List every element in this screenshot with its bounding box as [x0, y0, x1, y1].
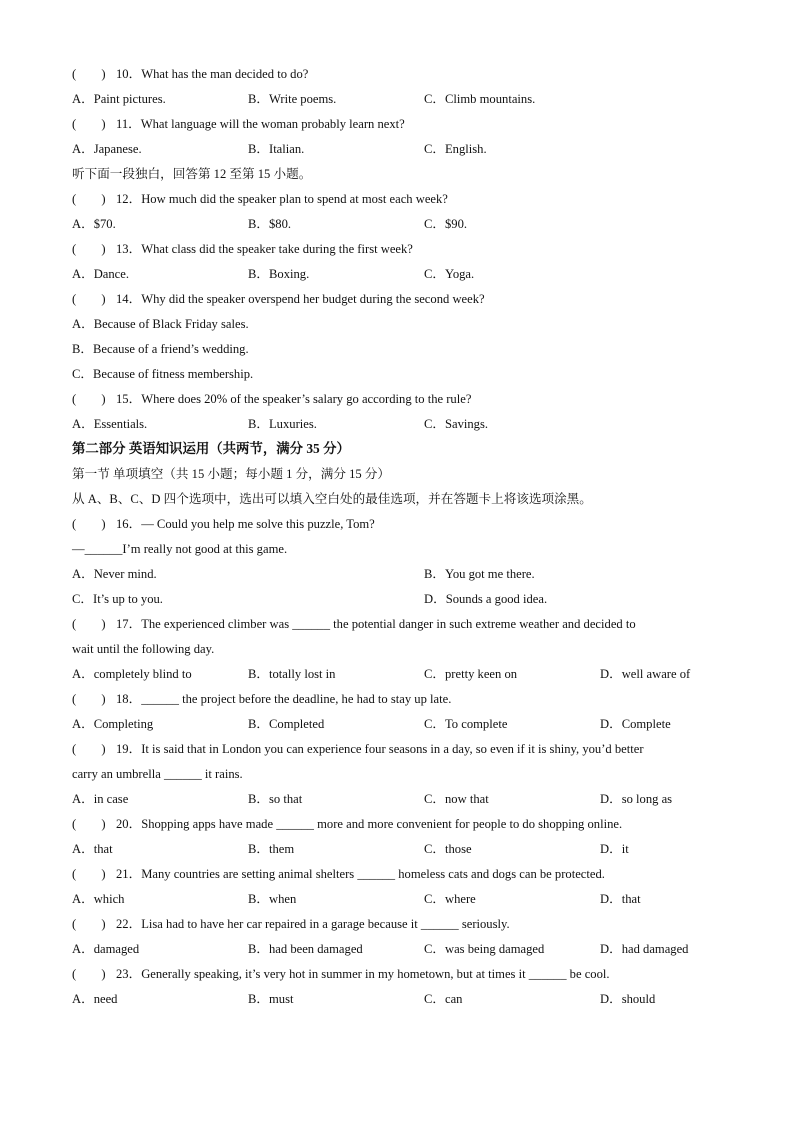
answer-option: A．need: [72, 992, 118, 1006]
question-row: [72, 66, 308, 82]
answer-option: D．should: [600, 992, 656, 1006]
answer-option: A．damaged: [72, 942, 140, 956]
question-row: [72, 916, 510, 932]
answer-option: B．Italian.: [248, 142, 305, 156]
answer-option: B．You got me there.: [424, 567, 535, 581]
answer-paren: ( ): [72, 867, 106, 881]
question-row: [72, 391, 471, 407]
answer-option: A．that: [72, 842, 113, 856]
answer-option: D．so long as: [600, 792, 673, 806]
question-row: [72, 691, 451, 707]
answer-option: D．it: [600, 842, 629, 856]
answer-option: C．English.: [424, 142, 487, 156]
answer-option: A．completely blind to: [72, 667, 192, 681]
text-line: 第一节 单项填空（共 15 小题；每小题 1 分，满分 15 分）: [72, 467, 390, 481]
question-row: [72, 741, 644, 757]
question-row: [72, 291, 485, 307]
answer-paren: ( ): [72, 192, 106, 206]
answer-option: D．had damaged: [600, 942, 689, 956]
answer-paren: ( ): [72, 242, 106, 256]
answer-option: C．can: [424, 992, 463, 1006]
text-line: wait until the following day.: [72, 642, 215, 656]
text-line: A．Because of Black Friday sales.: [72, 317, 249, 331]
answer-option: A．Japanese.: [72, 142, 142, 156]
answer-option: D．Complete: [600, 717, 671, 731]
text-line: C．Because of fitness membership.: [72, 367, 254, 381]
answer-option: C．Yoga.: [424, 267, 475, 281]
question-text: 18．______ the project before the deadline, he had to stay up late.: [116, 692, 452, 706]
question-text: 10．What has the man decided to do?: [116, 67, 309, 81]
question-text: 23．Generally speaking, it’s very hot in summer in my hometown, but at times it ______ be cool.: [116, 967, 610, 981]
answer-option: C．Savings.: [424, 417, 489, 431]
answer-option: A．$70.: [72, 217, 116, 231]
question-row: [72, 616, 636, 632]
question-text: 11．What language will the woman probably learn next?: [116, 117, 405, 131]
answer-option: B．$80.: [248, 217, 292, 231]
answer-option: C．those: [424, 842, 472, 856]
answer-paren: ( ): [72, 967, 106, 981]
section-heading: 第二部分 英语知识运用（共两节，满分 35 分）: [72, 441, 350, 456]
answer-option: C．now that: [424, 792, 489, 806]
question-text: 17．The experienced climber was ______ the potential danger in such extreme weather and decided to: [116, 617, 636, 631]
answer-paren: ( ): [72, 292, 106, 306]
answer-option: A．which: [72, 892, 125, 906]
answer-paren: ( ): [72, 392, 106, 406]
answer-paren: ( ): [72, 817, 106, 831]
question-text: 20．Shopping apps have made ______ more and more convenient for people to do shopping online.: [116, 817, 623, 831]
answer-option: B．Boxing.: [248, 267, 310, 281]
answer-option: A．Paint pictures.: [72, 92, 166, 106]
text-line: —______I’m really not good at this game.: [72, 542, 288, 556]
question-row: [72, 966, 610, 982]
answer-option: B．when: [248, 892, 297, 906]
answer-option: B．them: [248, 842, 295, 856]
answer-option: B．Luxuries.: [248, 417, 317, 431]
question-text: 22．Lisa had to have her car repaired in a garage because it ______ seriously.: [116, 917, 510, 931]
question-text: 19．It is said that in London you can experience four seasons in a day, so even if it is shiny, you’d better: [116, 742, 644, 756]
answer-option: D．Sounds a good idea.: [424, 592, 548, 606]
answer-option: B．Completed: [248, 717, 325, 731]
answer-option: C．It’s up to you.: [72, 592, 163, 606]
question-row: [72, 866, 605, 882]
question-text: 13．What class did the speaker take during the first week?: [116, 242, 413, 256]
answer-option: B．must: [248, 992, 294, 1006]
text-line: carry an umbrella ______ it rains.: [72, 767, 243, 781]
answer-paren: ( ): [72, 742, 106, 756]
answer-paren: ( ): [72, 517, 106, 531]
question-text: 15．Where does 20% of the speaker’s salary go according to the rule?: [116, 392, 472, 406]
question-row: [72, 116, 405, 132]
answer-option: A．in case: [72, 792, 129, 806]
answer-option: C．was being damaged: [424, 942, 545, 956]
question-row: [72, 816, 622, 832]
answer-option: D．well aware of: [600, 667, 691, 681]
question-text: 16．— Could you help me solve this puzzle, Tom?: [116, 517, 375, 531]
answer-option: B．so that: [248, 792, 303, 806]
answer-paren: ( ): [72, 917, 106, 931]
answer-option: C．where: [424, 892, 476, 906]
answer-option: D．that: [600, 892, 641, 906]
text-line: 听下面一段独白，回答第 12 至第 15 小题。: [72, 167, 312, 181]
answer-option: B．had been damaged: [248, 942, 363, 956]
answer-option: B．Write poems.: [248, 92, 337, 106]
answer-option: A．Completing: [72, 717, 154, 731]
answer-option: C．Climb mountains.: [424, 92, 536, 106]
question-text: 21．Many countries are setting animal shelters ______ homeless cats and dogs can be protected.: [116, 867, 605, 881]
answer-paren: ( ): [72, 617, 106, 631]
text-line: B．Because of a friend’s wedding.: [72, 342, 249, 356]
question-text: 14．Why did the speaker overspend her budget during the second week?: [116, 292, 485, 306]
answer-option: A．Essentials.: [72, 417, 148, 431]
question-row: [72, 241, 413, 257]
answer-option: A．Dance.: [72, 267, 129, 281]
answer-option: B．totally lost in: [248, 667, 336, 681]
answer-paren: ( ): [72, 67, 106, 81]
answer-paren: ( ): [72, 692, 106, 706]
text-line: 从 A、B、C、D 四个选项中，选出可以填入空白处的最佳选项，并在答题卡上将该选项涂黑。: [72, 492, 592, 506]
answer-option: C．$90.: [424, 217, 468, 231]
answer-paren: ( ): [72, 117, 106, 131]
question-row: [72, 191, 448, 207]
answer-option: A．Never mind.: [72, 567, 157, 581]
question-row: [72, 516, 375, 532]
question-text: 12．How much did the speaker plan to spend at most each week?: [116, 192, 448, 206]
answer-option: C．pretty keen on: [424, 667, 518, 681]
answer-option: C．To complete: [424, 717, 508, 731]
